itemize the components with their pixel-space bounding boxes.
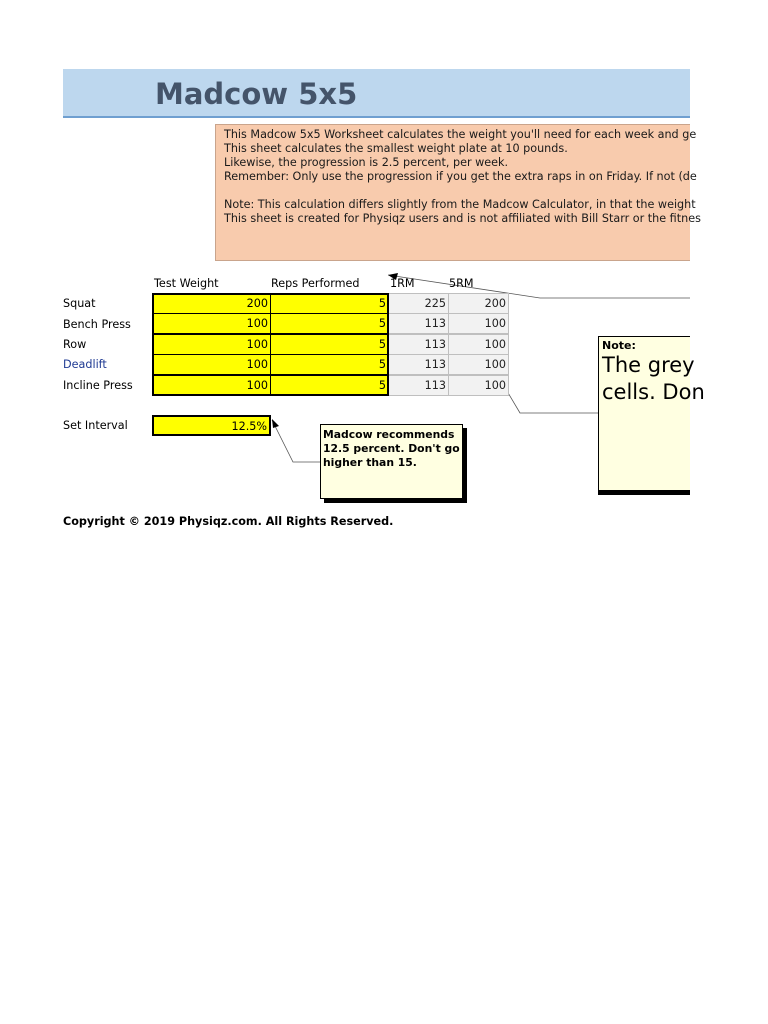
note-body-line: cells. Don [602,380,705,404]
info-line: This Madcow 5x5 Worksheet calculates the weight you'll need for each week and ge [224,128,697,141]
info-line: Note: This calculation differs slightly from the Madcow Calculator, in that the weight [224,198,696,211]
reps-cell[interactable]: 5 [270,313,389,334]
row-label-squat: Squat [63,297,96,310]
info-line: This sheet is created for Physiqz users and is not affiliated with Bill Starr or the fitnes [224,212,701,225]
row-label-incline-press: Incline Press [63,379,133,392]
row-label-deadlift: Deadlift [63,358,107,371]
header-test-weight: Test Weight [154,277,219,290]
test-weight-cell[interactable]: 100 [152,313,271,334]
five-rm-cell: 100 [448,313,509,334]
five-rm-cell: 100 [448,354,509,375]
set-interval-label: Set Interval [63,419,128,432]
set-interval-input[interactable]: 12.5% [152,415,271,436]
reps-cell[interactable]: 5 [270,375,389,396]
five-rm-cell: 200 [448,293,509,314]
one-rm-cell: 113 [388,313,449,334]
info-line: Remember: Only use the progression if you get the extra raps in on Friday. If not (de [224,170,697,183]
row-label-row: Row [63,338,87,351]
header-1rm: 1RM [390,277,415,290]
reps-cell[interactable]: 5 [270,354,389,375]
reps-cell[interactable]: 5 [270,293,389,314]
five-rm-cell: 100 [448,334,509,355]
copyright-text: Copyright © 2019 Physiqz.com. All Rights Reserved. [63,515,394,528]
interval-comment-text: Madcow recommends 12.5 percent. Don't go higher than 15. [323,428,460,469]
header-5rm: 5RM [449,277,474,290]
test-weight-cell[interactable]: 100 [152,334,271,355]
interval-comment [320,424,463,499]
one-rm-cell: 113 [388,354,449,375]
info-line: This sheet calculates the smallest weight plate at 10 pounds. [224,142,568,155]
input-block-border [152,293,389,396]
page-title: Madcow 5x5 [155,77,358,111]
five-rm-cell: 100 [448,375,509,396]
test-weight-cell[interactable]: 100 [152,354,271,375]
grey-cells-note-comment [598,336,705,491]
one-rm-cell: 225 [388,293,449,314]
note-body-line: The grey [602,353,695,377]
test-weight-cell[interactable]: 100 [152,375,271,396]
header-reps-performed: Reps Performed [271,277,360,290]
note-label: Note: [602,339,636,352]
one-rm-cell: 113 [388,334,449,355]
reps-cell[interactable]: 5 [270,334,389,355]
row-label-bench-press: Bench Press [63,318,131,331]
test-weight-cell[interactable]: 200 [152,293,271,314]
one-rm-cell: 113 [388,375,449,396]
info-line: Likewise, the progression is 2.5 percent, per week. [224,156,509,169]
